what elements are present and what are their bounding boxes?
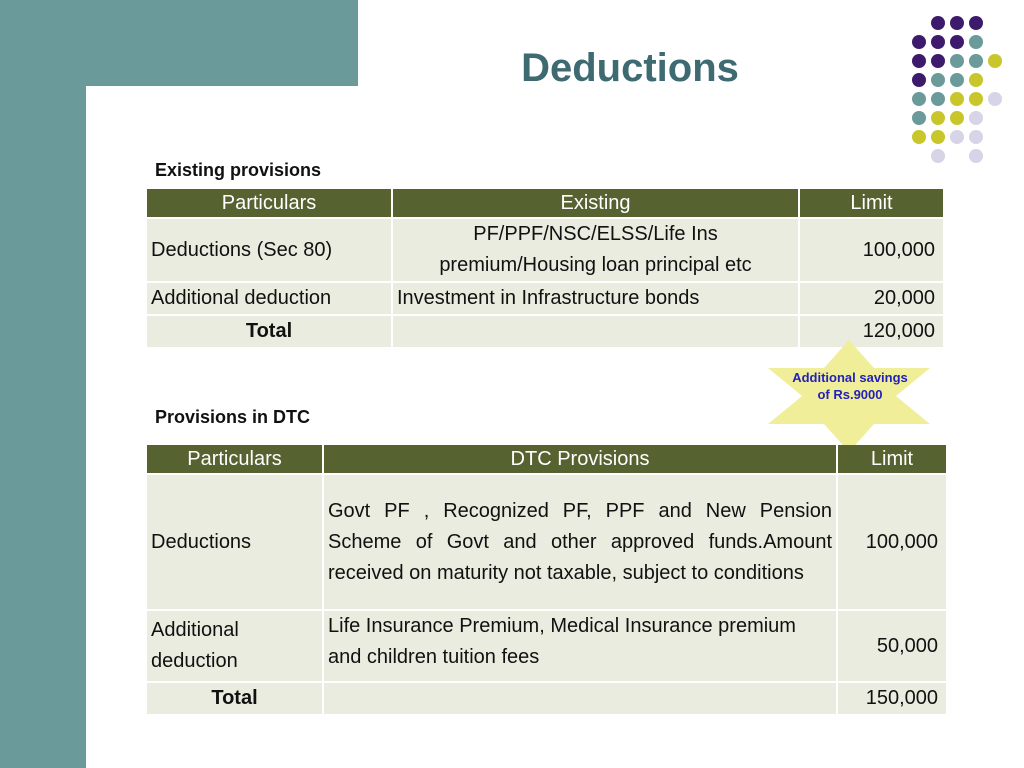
cell-limit: 50,000 <box>838 611 946 681</box>
decorative-dot <box>969 149 983 163</box>
decorative-dot <box>912 54 926 68</box>
decorative-dot <box>931 16 945 30</box>
decorative-dot <box>969 54 983 68</box>
decorative-dot <box>950 73 964 87</box>
decorative-dot <box>912 92 926 106</box>
decorative-dot <box>912 35 926 49</box>
cell-empty <box>393 316 798 347</box>
existing-provisions-table <box>145 187 945 349</box>
cell-detail: Life Insurance Premium, Medical Insurance premium and children tuition fees <box>324 611 836 681</box>
decorative-dot <box>950 16 964 30</box>
cell-detail: Investment in Infrastructure bonds <box>393 283 798 314</box>
decorative-dot <box>969 16 983 30</box>
table-row <box>147 611 946 681</box>
decorative-dot <box>931 130 945 144</box>
decorative-dot <box>912 130 926 144</box>
decorative-dot <box>950 92 964 106</box>
cell-particulars: Additional deduction <box>147 611 322 681</box>
cell-limit: 100,000 <box>838 475 946 609</box>
decorative-dot <box>912 111 926 125</box>
cell-limit: 20,000 <box>800 283 943 314</box>
header-particulars: Particulars <box>147 445 322 473</box>
cell-total-limit: 120,000 <box>800 316 943 347</box>
header-dtc-provisions: DTC Provisions <box>324 445 836 473</box>
table-row <box>147 219 943 281</box>
header-existing: Existing <box>393 189 798 217</box>
cell-total-limit: 150,000 <box>838 683 946 714</box>
cell-limit: 100,000 <box>800 219 943 281</box>
dtc-provisions-label: Provisions in DTC <box>155 407 311 427</box>
cell-empty <box>324 683 836 714</box>
decorative-dot <box>931 149 945 163</box>
savings-callout-text: Additional savings of Rs.9000 <box>792 370 908 402</box>
table-row <box>147 283 943 314</box>
decorative-dot <box>931 111 945 125</box>
decorative-dot <box>950 130 964 144</box>
cell-particulars: Deductions (Sec 80) <box>147 219 391 281</box>
decorative-dot <box>950 111 964 125</box>
decorative-dot <box>988 54 1002 68</box>
cell-particulars: Deductions <box>147 475 322 609</box>
decorative-dot <box>969 111 983 125</box>
table-row <box>147 683 946 714</box>
decorative-dot <box>988 92 1002 106</box>
decorative-dot <box>969 73 983 87</box>
decorative-dot <box>931 73 945 87</box>
header-particulars: Particulars <box>147 189 391 217</box>
page-title: Deductions <box>521 46 739 90</box>
existing-provisions-label: Existing provisions <box>155 160 322 180</box>
decorative-dot <box>969 130 983 144</box>
decorative-dot <box>931 35 945 49</box>
decorative-dot <box>950 54 964 68</box>
header-limit: Limit <box>838 445 946 473</box>
decorative-dot <box>912 73 926 87</box>
dtc-provisions-table <box>145 443 948 716</box>
decorative-dot <box>931 92 945 106</box>
cell-particulars: Additional deduction <box>147 283 391 314</box>
cell-total-label: Total <box>147 316 391 347</box>
decorative-dot <box>931 54 945 68</box>
decorative-dot <box>969 35 983 49</box>
cell-detail: PF/PPF/NSC/ELSS/Life Ins premium/Housing loan principal etc <box>393 219 798 281</box>
header-limit: Limit <box>800 189 943 217</box>
decorative-dot <box>950 35 964 49</box>
cell-detail: Govt PF , Recognized PF, PPF and New Pension Scheme of Govt and other approved funds.Amount received on maturity not taxable, subject to conditions <box>324 475 836 609</box>
decorative-dot <box>969 92 983 106</box>
table-row <box>147 475 946 609</box>
cell-total-label: Total <box>147 683 322 714</box>
